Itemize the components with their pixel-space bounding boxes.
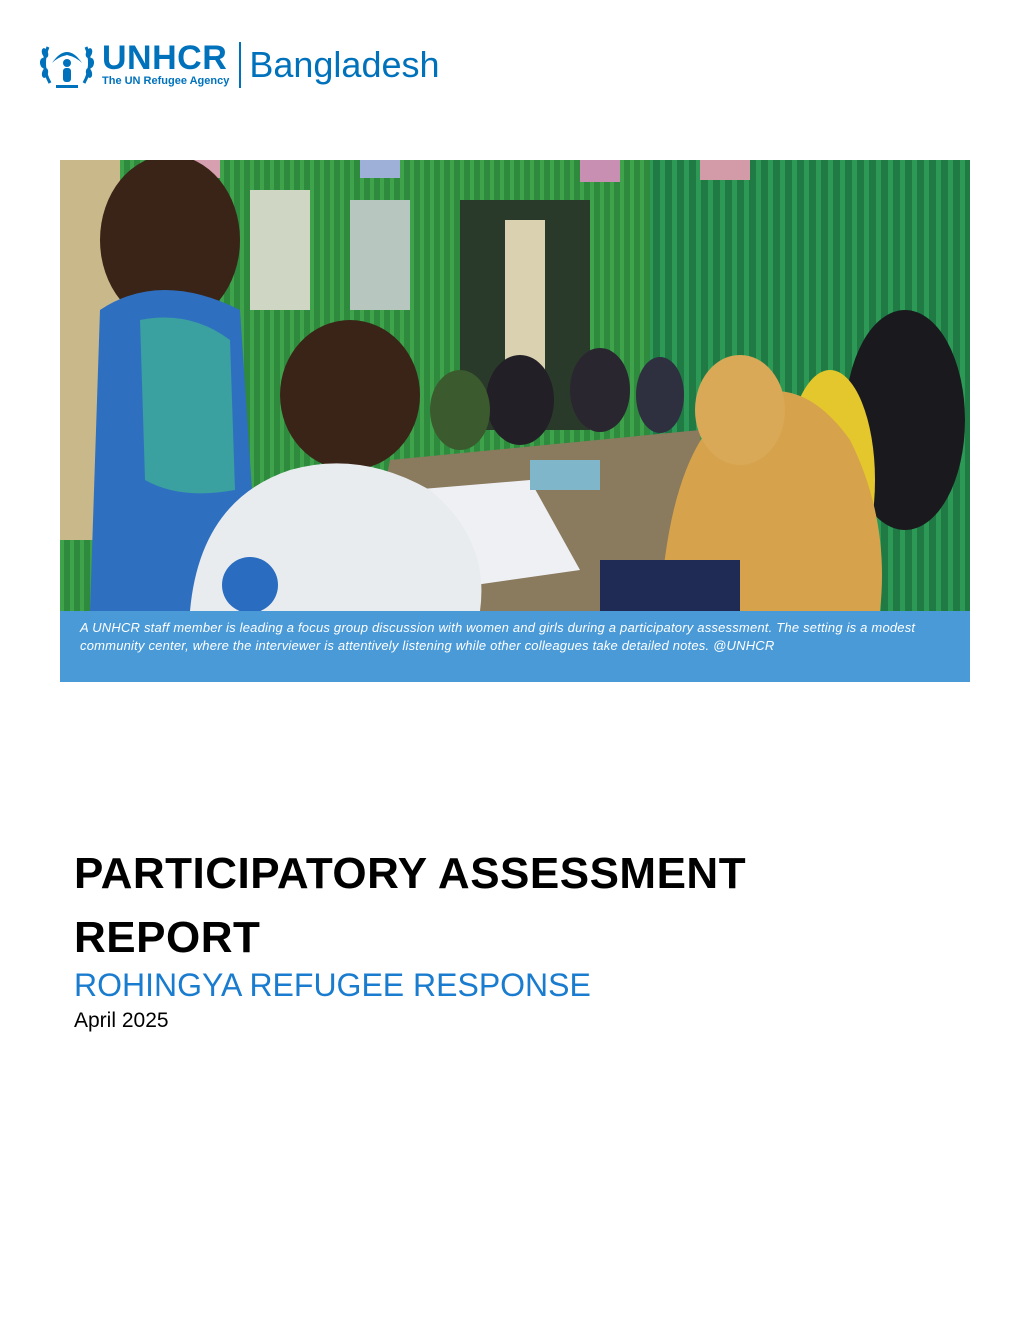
brand-tagline: The UN Refugee Agency — [102, 75, 230, 87]
country-name: Bangladesh — [249, 44, 440, 85]
report-title: PARTICIPATORY ASSESSMENT REPORT — [74, 849, 747, 962]
report-subtitle: ROHINGYA REFUGEE RESPONSE — [74, 967, 591, 1003]
unhcr-emblem-icon — [38, 39, 96, 91]
photo-caption: A UNHCR staff member is leading a focus group discussion with women and girls during a participatory assessment. The setting is a modest community center, where the interviewer is attentively listening while other colleagues take detailed notes. @UNHCR — [60, 611, 970, 682]
unhcr-logo — [38, 38, 440, 92]
report-date: April 2025 — [74, 1009, 169, 1032]
cover-photo — [60, 160, 970, 611]
focus-group-scene — [60, 160, 970, 611]
brand-name: UNHCR — [102, 39, 228, 77]
logo-divider — [239, 42, 241, 88]
